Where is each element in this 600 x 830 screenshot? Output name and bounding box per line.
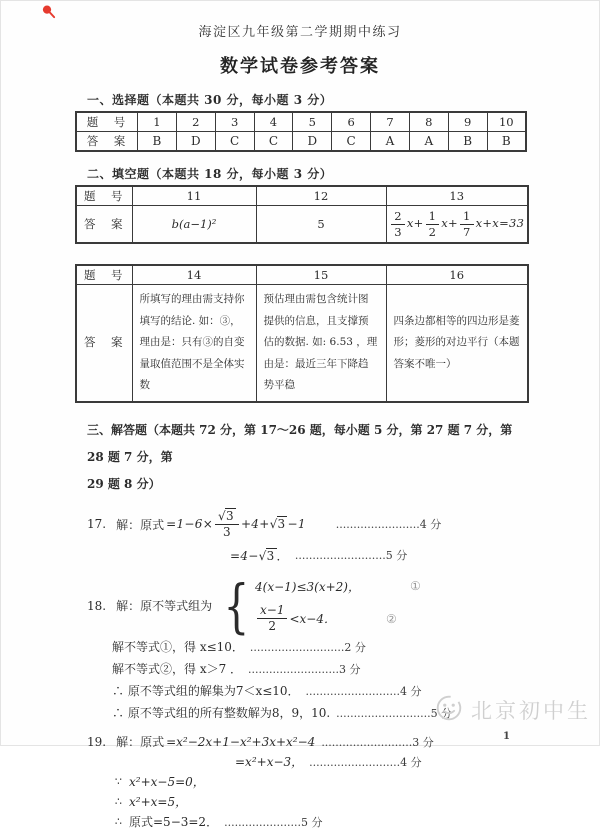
problem-17 <box>75 510 527 564</box>
row-label-answer: 答 案 <box>76 206 132 244</box>
question-number-cell: 7 <box>371 112 410 132</box>
question-number-cell: 15 <box>256 265 386 285</box>
fraction: $\frac{√3}{3}$ <box>215 510 239 539</box>
solution-prefix: 解：原式 <box>116 517 165 532</box>
question-number-cell: 14 <box>132 265 256 285</box>
table-row <box>76 132 526 152</box>
formula: =4−√3 ． <box>230 548 289 563</box>
sqrt: √3 <box>269 516 286 531</box>
solution-line: 解不等式②，得 x＞7 ． ..........................3 分 <box>112 662 361 677</box>
question-number-cell: 16 <box>386 265 528 285</box>
table-row <box>76 112 526 132</box>
solution-line <box>115 813 527 830</box>
system-brace: { <box>223 571 250 640</box>
heading-line-1: 三、解答题（本题共 72 分，第 17～26 题，每小题 5 分，第 27 题 7 分，第 28 题 7 分，第 <box>87 422 513 464</box>
question-number-cell: 10 <box>487 112 526 132</box>
answer-cell-13 <box>386 206 528 244</box>
document-header: 海淀区九年级第二学期期中练习 <box>198 25 402 40</box>
solution-prefix: 解：原不等式组为 <box>116 599 213 614</box>
section-fill-heading: 二、填空题（本题共 18 分，每小题 3 分） <box>87 167 333 181</box>
answer-cell: C <box>215 132 254 152</box>
fraction: $\frac{2}{3}$ <box>391 210 405 238</box>
formula: 原式=5−3=2． <box>129 815 219 830</box>
table-row <box>76 285 528 402</box>
question-number-cell: 9 <box>448 112 487 132</box>
inequality-2: <x−4． <box>289 612 336 627</box>
score-marker: ...........................4 分 <box>305 684 422 698</box>
formula: x²+x−5=0， <box>129 775 205 790</box>
question-number-cell: 11 <box>132 186 256 206</box>
fraction: $\frac{x-1}{2}$ <box>257 604 287 633</box>
page-title: 数学试卷参考答案 <box>220 56 380 77</box>
solution-line <box>115 793 527 810</box>
section-choice-heading: 一、选择题（本题共 30 分，每小题 3 分） <box>87 93 333 107</box>
answer-cell: B <box>448 132 487 152</box>
formula: =x²−2x+1−x²+3x+x²−4 <box>166 734 316 749</box>
answer-cell-15: 预估理由需包含统计图提供的信息，且支撑预估的数据. 如: 6.53 ，理由是：最近三年下降趋势平稳 <box>256 285 386 402</box>
sqrt: √3 <box>218 508 234 523</box>
page-number: 1 <box>503 731 510 742</box>
question-number-cell: 8 <box>409 112 448 132</box>
watermark <box>433 693 591 727</box>
table-row <box>76 206 528 244</box>
answer-cell-11 <box>132 206 256 244</box>
answer-cell: A <box>371 132 410 152</box>
question-number-cell: 12 <box>256 186 386 206</box>
because-symbol: ∵ <box>115 775 122 789</box>
solution-line <box>115 773 527 790</box>
solution-line: 解不等式①，得 x≤10． ...........................2 分 <box>112 640 366 655</box>
formula: =x²+x−3， <box>235 755 304 770</box>
solution-line: ∴ 原不等式组的解集为7＜x≤10． ...........................4 分 <box>112 684 422 699</box>
section-solve-heading <box>87 417 527 498</box>
problem-19 <box>75 733 527 830</box>
answer-cell: C <box>332 132 371 152</box>
therefore-symbol: ∴ <box>115 795 122 809</box>
row-label-number: 题 号 <box>76 112 138 132</box>
score-marker: ...........................2 分 <box>249 640 366 654</box>
fraction: $\frac{1}{2}$ <box>426 210 440 238</box>
row-label-number: 题 号 <box>76 186 132 206</box>
therefore-symbol: ∴ <box>115 815 122 829</box>
inequality-1: 4(x−1)≤3(x+2)， <box>255 579 360 594</box>
table-row <box>76 265 528 285</box>
formula: b(a−1)² <box>171 217 217 231</box>
answer-cell: A <box>409 132 448 152</box>
choice-answer-table <box>75 111 527 152</box>
smiley-logo-icon <box>433 693 465 727</box>
score-marker: ........................4 分 <box>335 518 442 532</box>
solution-prefix: 解：原式 <box>116 735 165 750</box>
watermark-text: 北京初中生 <box>471 699 591 723</box>
answer-cell: B <box>138 132 177 152</box>
inequality-system <box>255 578 421 633</box>
row-label-answer: 答 案 <box>76 132 138 152</box>
solution-line <box>87 733 527 750</box>
answer-cell: C <box>254 132 293 152</box>
score-marker: ..........................4 分 <box>309 755 422 769</box>
question-number-cell: 1 <box>138 112 177 132</box>
row-label-number: 题 号 <box>76 265 132 285</box>
solution-line: ∴ 原不等式组的所有整数解为8，9，10. ...........................5 分 <box>112 706 453 721</box>
solution-line <box>230 547 527 564</box>
circled-1: ① <box>409 579 421 594</box>
question-number-cell: 3 <box>215 112 254 132</box>
answer-cell-16: 四条边都相等的四边形是菱形；菱形的对边平行（本题答案不唯一） <box>386 285 528 402</box>
formula: x²+x=5， <box>129 795 188 810</box>
fill-answer-table-11-13 <box>75 185 529 244</box>
heading-line-2: 29 题 8 分） <box>87 476 161 491</box>
table-row <box>76 186 528 206</box>
question-number: 18. <box>87 598 107 613</box>
fill-answer-table-14-16 <box>75 264 529 403</box>
solution-line <box>87 571 527 640</box>
formula: $\frac{2}{3}$ x+ $\frac{1}{2}$ x+ $\frac{1}{7}$ x+x=33 <box>389 216 524 230</box>
answer-cell: B <box>487 132 526 152</box>
question-number-cell: 5 <box>293 112 332 132</box>
score-marker: ..........................5 分 <box>294 549 408 563</box>
question-number: 17. <box>87 517 107 532</box>
question-number-cell: 2 <box>176 112 215 132</box>
answer-cell-12: 5 <box>256 206 386 244</box>
solution-line <box>87 510 527 539</box>
sqrt: √3 <box>258 548 275 563</box>
answer-cell: D <box>293 132 332 152</box>
question-number-cell: 4 <box>254 112 293 132</box>
question-number-cell: 6 <box>332 112 371 132</box>
question-number-cell: 13 <box>386 186 528 206</box>
score-marker: ..........................3 分 <box>321 735 434 749</box>
answer-cell: D <box>176 132 215 152</box>
score-marker: ...........................5 分 <box>336 706 453 720</box>
row-label-answer: 答 案 <box>76 285 132 402</box>
circled-2: ② <box>386 611 397 626</box>
score-marker: ..........................3 分 <box>248 662 361 676</box>
question-number: 19. <box>87 734 107 749</box>
answer-cell-14: 所填写的理由需支持你填写的结论. 如：③，理由是：只有③的自变量取值范围不是全体实数 <box>132 285 256 402</box>
solution-line <box>235 753 527 770</box>
pushpin-icon <box>41 4 56 23</box>
formula: =1−6× $\frac{√3}{3}$ +4+√3 −1 <box>166 508 306 539</box>
score-marker: ......................5 分 <box>224 815 323 829</box>
fraction: $\frac{1}{7}$ <box>460 210 474 238</box>
